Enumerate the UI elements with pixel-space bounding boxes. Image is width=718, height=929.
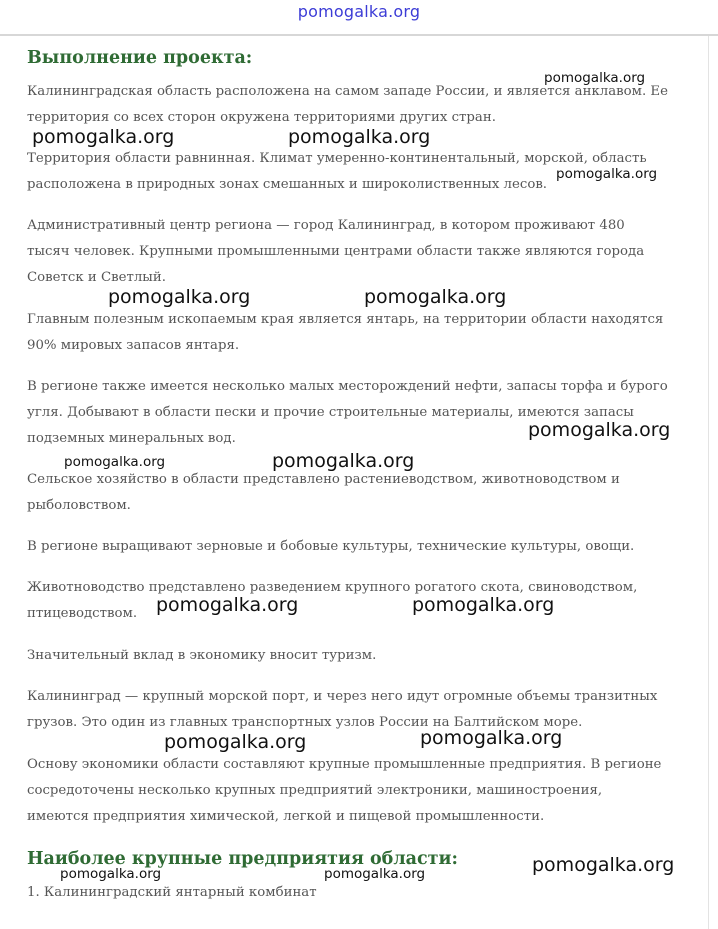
section-heading-enterprises: Наиболее крупные предприятия области: [27,849,458,869]
paragraph-line: Сельское хозяйство в области представлено растениеводством, животноводством и [27,472,620,487]
paragraph-line: рыболовством. [27,498,131,513]
section-heading-project: Выполнение проекта: [27,48,253,68]
paragraph-line: территория со всех сторон окружена территориями других стран. [27,110,496,125]
paragraph-tourism [27,643,717,669]
paragraph-line: птицеводством. [27,606,138,621]
paragraph-line: угля. Добывают в области пески и прочие строительные материалы, имеются запасы [27,405,634,420]
site-logo-link[interactable]: pomogalka.org [297,2,421,21]
paragraph-line: В регионе также имеется несколько малых месторождений нефти, запасы торфа и бурого [27,379,668,394]
watermark: pomogalka.org [412,594,555,616]
paragraph-line: Основу экономики области составляют крупные промышленные предприятия. В регионе [27,757,662,772]
paragraph-line: Главным полезным ископаемым края является янтарь, на территории области находятся [27,312,664,327]
watermark: pomogalka.org [544,70,646,86]
watermark: pomogalka.org [272,450,415,472]
paragraph-line: сосредоточены несколько крупных предприятий электроники, машиностроения, [27,783,603,798]
paragraph-line: Территория области равнинная. Климат умеренно-континентальный, морской, область [27,151,647,166]
paragraph-line: Значительный вклад в экономику вносит туризм. [27,648,377,663]
paragraph-crops [27,534,717,560]
paragraph-line: 1. Калининградский янтарный комбинат [27,885,317,900]
watermark: pomogalka.org [164,731,307,753]
paragraph-industry [27,752,717,830]
paragraph-line: Калининград — крупный морской порт, и через него идут огромные объемы транзитных [27,689,658,704]
paragraph-line: В регионе выращивают зерновые и бобовые культуры, технические культуры, овощи. [27,539,635,554]
paragraph-capital [27,213,717,291]
watermark: pomogalka.org [64,454,166,470]
paragraph-line: Советск и Светлый. [27,270,166,285]
watermark: pomogalka.org [364,286,507,308]
watermark: pomogalka.org [156,594,299,616]
paragraph-line: подземных минеральных вод. [27,431,236,446]
watermark: pomogalka.org [32,126,175,148]
watermark: pomogalka.org [532,854,675,876]
watermark: pomogalka.org [420,727,563,749]
watermark: pomogalka.org [556,166,658,182]
paragraph-enclave [27,79,717,131]
site-header [0,0,718,36]
watermark: pomogalka.org [324,866,426,882]
paragraph-line: Животноводство представлено разведением крупного рогатого скота, свиноводством, [27,580,638,595]
paragraph-amber [27,307,717,359]
paragraph-line: имеются предприятия химической, легкой и пищевой промышленности. [27,809,545,824]
paragraph-agriculture [27,467,717,519]
watermark: pomogalka.org [288,126,431,148]
paragraph-line: Калининградская область расположена на самом западе России, и является анклавом. Ее [27,84,668,99]
paragraph-line: Административный центр региона — город Калининград, в котором проживают 480 [27,218,625,233]
paragraph-line: 90% мировых запасов янтаря. [27,338,240,353]
paragraph-line: расположена в природных зонах смешанных и широколиственных лесов. [27,177,548,192]
watermark: pomogalka.org [60,866,162,882]
paragraph-line: тысяч человек. Крупными промышленными центрами области также являются города [27,244,645,259]
paragraph-livestock [27,575,717,627]
enterprise-list-item [27,880,717,906]
watermark: pomogalka.org [528,419,671,441]
paragraph-line: грузов. Это один из главных транспортных узлов России на Балтийском море. [27,715,583,730]
paragraph-port [27,684,717,736]
watermark: pomogalka.org [108,286,251,308]
